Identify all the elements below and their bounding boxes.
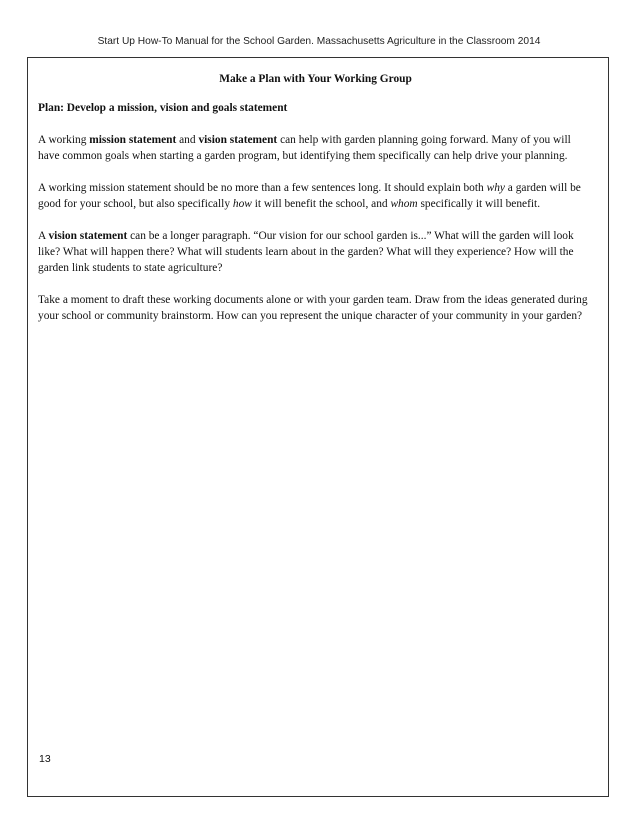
document-body — [38, 71, 593, 340]
document-subtitle: Plan: Develop a mission, vision and goals statement — [38, 102, 288, 114]
paragraph-vision-statement — [38, 228, 593, 276]
text-run: specifically it will benefit. — [417, 198, 541, 210]
emphasis-how: how — [232, 198, 252, 210]
text-run: A — [38, 230, 49, 242]
text-run: A working — [38, 134, 90, 146]
text-run: Take a moment to draft these working documents alone or with your garden team. Draw from the ideas generated during your school or community brainstorm. How can you represent the unique character of your community in your garden? — [38, 294, 588, 322]
paragraph-mission-statement — [38, 180, 593, 212]
text-run: a garden will be good for your school, but also specifically — [38, 182, 581, 210]
text-run: A working mission statement should be no more than a few sentences long. It should explain both — [38, 182, 487, 194]
term-vision-statement: vision statement — [48, 230, 128, 242]
text-run: and — [176, 134, 199, 146]
content-frame — [27, 57, 609, 797]
emphasis-why: why — [486, 182, 505, 194]
term-vision-statement: vision statement — [198, 134, 278, 146]
running-header: Start Up How-To Manual for the School Garden. Massachusetts Agriculture in the Classroom 2014 — [97, 36, 541, 47]
text-run: can be a longer paragraph. “Our vision for our school garden is...” What will the garden will look like? What will happen there? What will students learn about in the garden? What will they experience? How will the garden link students to state agriculture? — [38, 230, 574, 274]
term-mission-statement: mission statement — [89, 134, 177, 146]
paragraph-mission-vision-intro — [38, 132, 593, 164]
document-title: Make a Plan with Your Working Group — [219, 73, 412, 85]
text-run: it will benefit the school, and — [251, 198, 391, 210]
page-number: 13 — [39, 753, 51, 765]
paragraph-draft-instructions — [38, 292, 593, 324]
emphasis-whom: whom — [390, 198, 418, 210]
text-run: can help with garden planning going forward. Many of you will have common goals when starting a garden program, but identifying them specifically can help drive your planning. — [38, 134, 571, 162]
